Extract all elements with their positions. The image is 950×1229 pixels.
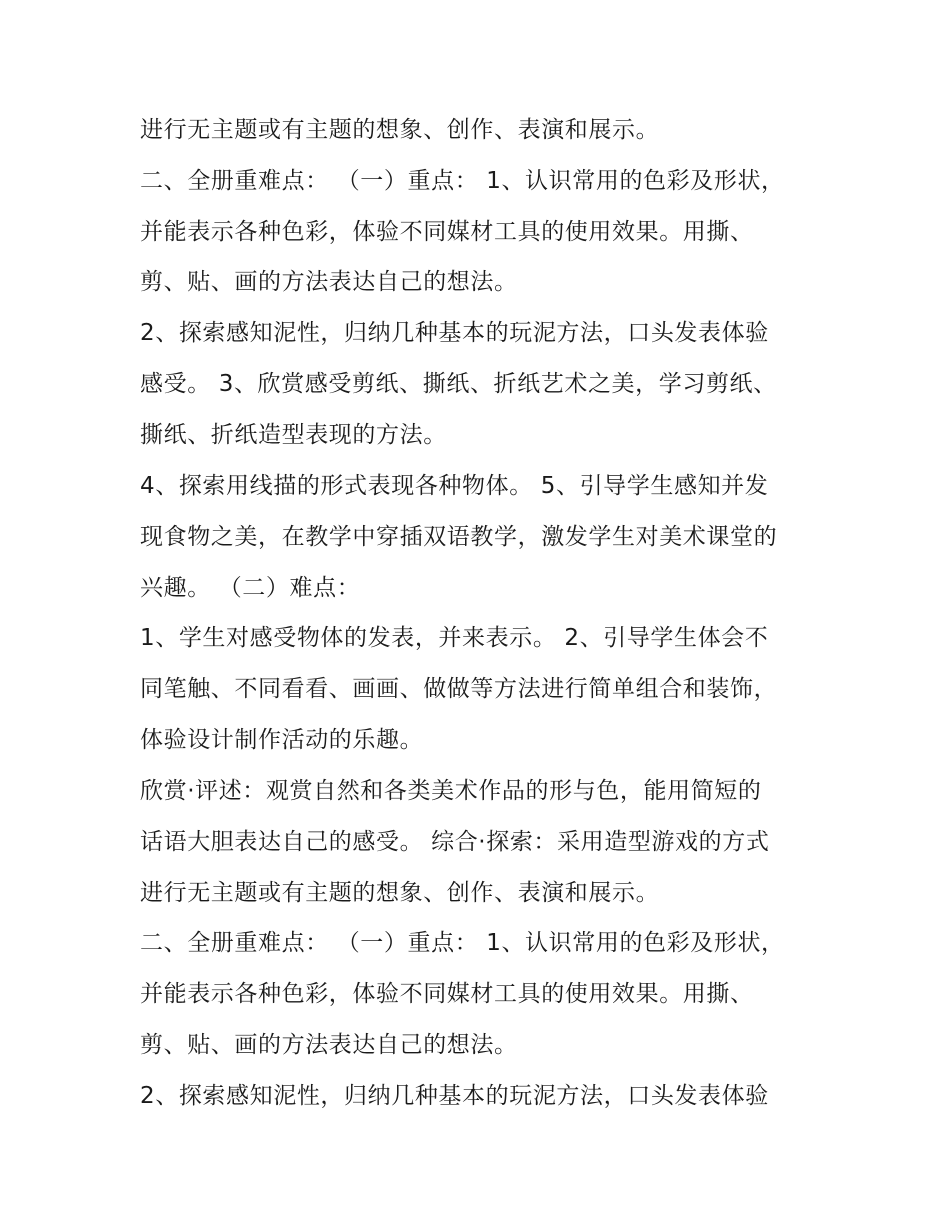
text-line: 现食物之美，在教学中穿插双语教学，激发学生对美术课堂的 <box>140 524 778 550</box>
text-line: 2、探索感知泥性，归纳几种基本的玩泥方法，口头发表体验 <box>140 320 769 346</box>
text-line: 1、学生对感受物体的发表，并来表示。 2、引导学生体会不 <box>140 625 769 651</box>
text-line: 欣赏·评述：观赏自然和各类美术作品的形与色，能用简短的 <box>140 778 762 804</box>
text-line: 并能表示各种色彩，体验不同媒材工具的使用效果。用撕、 <box>140 981 754 1007</box>
text-line: 剪、贴、画的方法表达自己的想法。 <box>140 1032 518 1058</box>
text-line: 话语大胆表达自己的感受。 综合·探索：采用造型游戏的方式 <box>140 829 770 855</box>
text-line: 二、全册重难点： （一）重点： 1、认识常用的色彩及形状， <box>140 930 785 956</box>
text-line: 2、探索感知泥性，归纳几种基本的玩泥方法，口头发表体验 <box>140 1083 769 1109</box>
text-line: 撕纸、折纸造型表现的方法。 <box>140 422 447 448</box>
text-line: 感受。 3、欣赏感受剪纸、撕纸、折纸艺术之美，学习剪纸、 <box>140 371 777 397</box>
text-line: 进行无主题或有主题的想象、创作、表演和展示。 <box>140 880 660 906</box>
text-line: 剪、贴、画的方法表达自己的想法。 <box>140 269 518 295</box>
text-line: 二、全册重难点： （一）重点： 1、认识常用的色彩及形状， <box>140 168 785 194</box>
text-line: 4、探索用线描的形式表现各种物体。 5、引导学生感知并发 <box>140 473 769 499</box>
text-line: 进行无主题或有主题的想象、创作、表演和展示。 <box>140 117 660 143</box>
text-line: 并能表示各种色彩，体验不同媒材工具的使用效果。用撕、 <box>140 219 754 245</box>
text-line: 兴趣。 （二）难点： <box>140 575 361 601</box>
text-line: 同笔触、不同看看、画画、做做等方法进行简单组合和装饰， <box>140 676 778 702</box>
text-line: 体验设计制作活动的乐趣。 <box>140 727 424 753</box>
